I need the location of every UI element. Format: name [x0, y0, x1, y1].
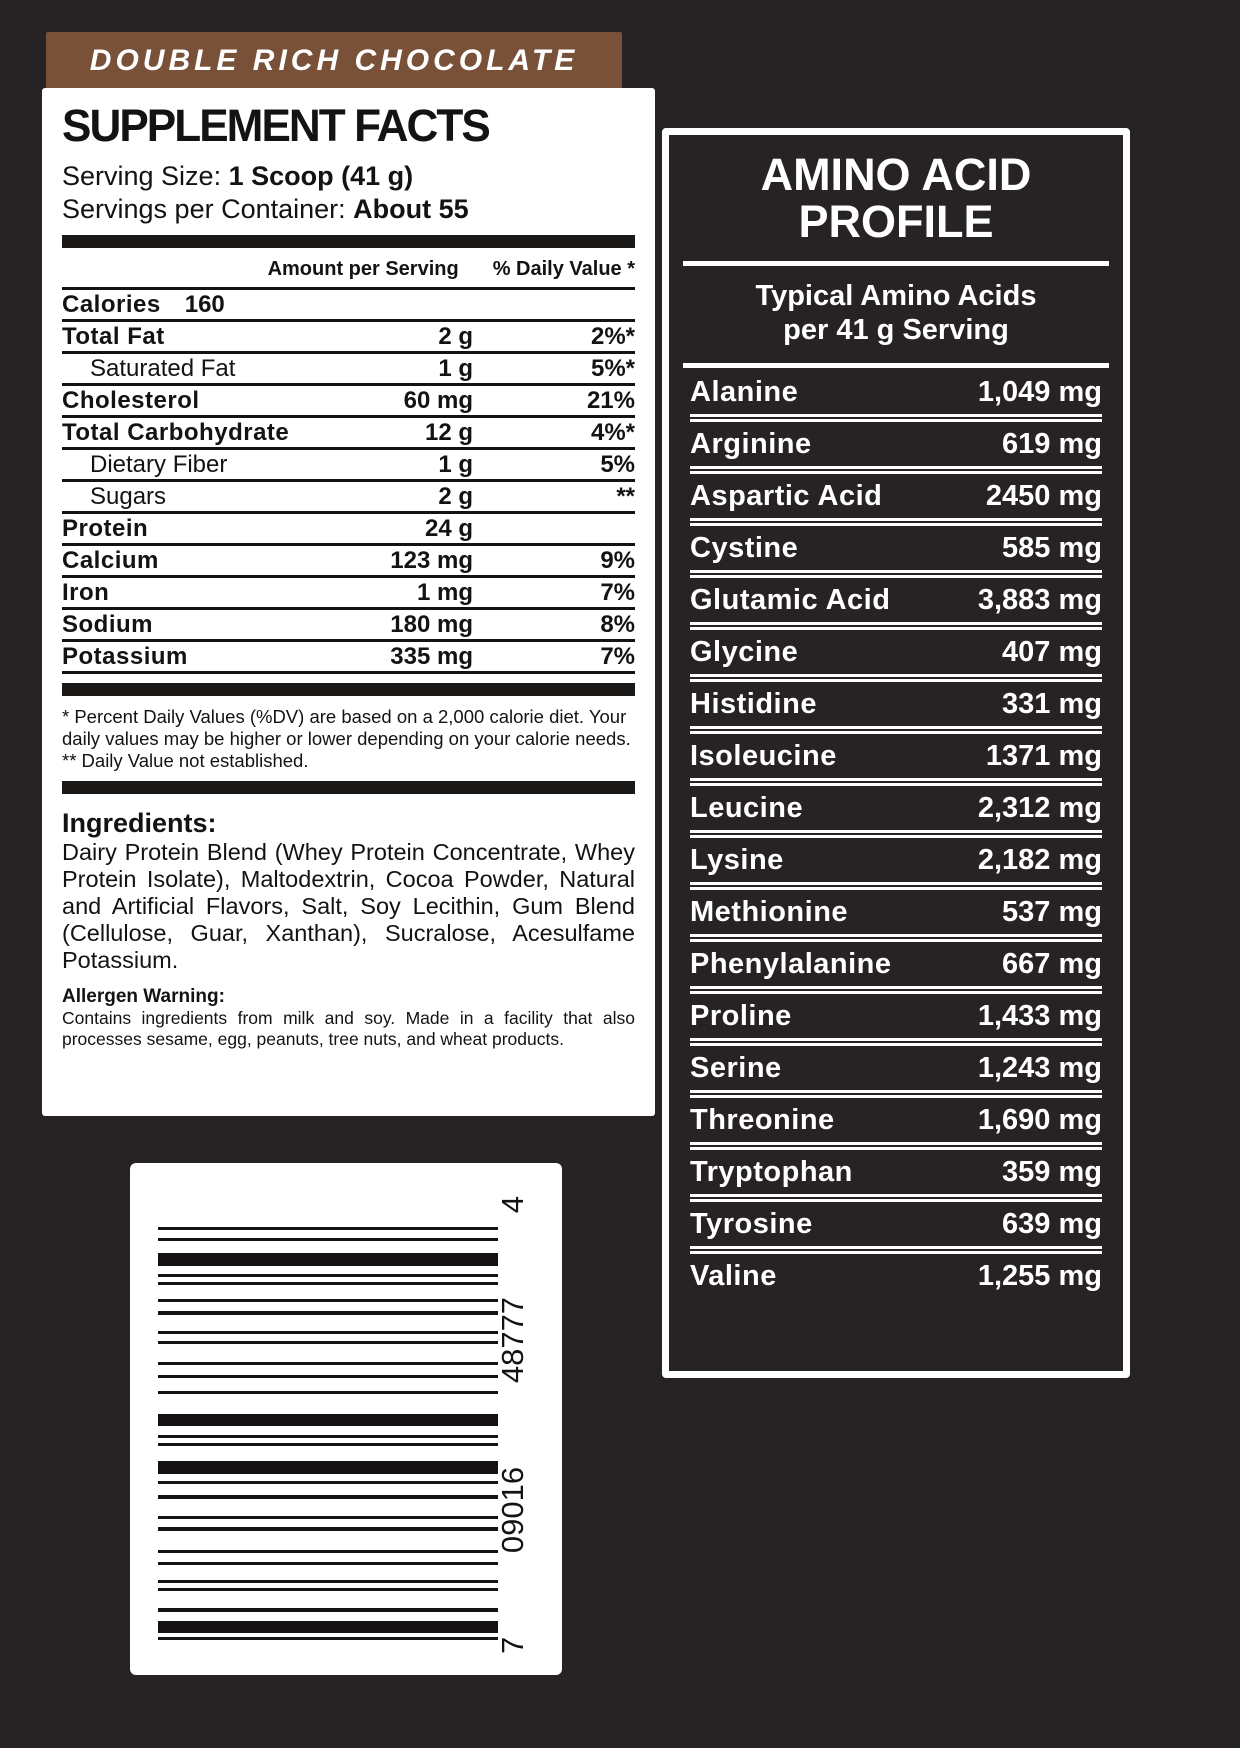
amino-value: 2,312 mg	[977, 791, 1102, 824]
barcode-bar	[158, 1362, 498, 1365]
amino-value: 2,182 mg	[977, 843, 1102, 876]
amino-name: Glycine	[690, 635, 799, 668]
ingredients-title: Ingredients:	[62, 808, 217, 838]
barcode-bar	[158, 1516, 498, 1519]
servings-per-container-line	[62, 193, 635, 226]
barcode-bar	[158, 1621, 498, 1633]
nutrient-amount: 60 mg	[403, 386, 473, 414]
divider-bar-middle	[62, 683, 635, 696]
barcode-bar	[158, 1375, 498, 1378]
nutrient-label: Dietary Fiber	[90, 450, 228, 478]
barcode-bar	[158, 1341, 498, 1344]
nutrition-row	[62, 322, 635, 354]
barcode-bar	[158, 1238, 498, 1241]
amino-value: 537 mg	[1002, 895, 1102, 928]
nutrient-label: Sugars	[90, 482, 167, 510]
nutrient-label: Saturated Fat	[90, 354, 236, 382]
nutrient-amount: 123 mg	[390, 546, 473, 574]
barcode-bar	[158, 1435, 498, 1438]
amino-rows	[690, 370, 1102, 1298]
amino-name: Cystine	[690, 531, 799, 564]
amino-name: Serine	[690, 1051, 782, 1084]
upc-barcode	[130, 1163, 562, 1675]
nutrition-row	[62, 354, 635, 386]
barcode-digit-group: 4	[495, 1196, 530, 1214]
nutrition-row	[62, 418, 635, 450]
amino-row	[690, 526, 1102, 578]
column-amount-per-serving: Amount per Serving	[267, 258, 459, 280]
barcode-digit-group: 48777	[495, 1296, 530, 1384]
amino-row	[690, 630, 1102, 682]
column-daily-value: % Daily Value *	[492, 258, 635, 280]
nutrient-dv: 9%	[600, 546, 635, 574]
amino-value: 667 mg	[1002, 947, 1102, 980]
nutrition-row	[62, 482, 635, 514]
servings-label: Servings per Container:	[62, 194, 354, 224]
amino-name: Isoleucine	[690, 739, 837, 772]
amino-value: 1371 mg	[985, 739, 1102, 772]
amino-name: Tryptophan	[690, 1155, 853, 1188]
nutrient-amount: 2 g	[438, 322, 473, 350]
barcode-bar	[158, 1414, 498, 1426]
nutrition-row	[62, 610, 635, 642]
amino-name: Alanine	[690, 375, 799, 408]
barcode-digit-group: 09016	[495, 1466, 530, 1554]
amino-row	[690, 786, 1102, 838]
barcode-bar	[158, 1562, 498, 1565]
nutrient-dv: 7%	[600, 642, 635, 670]
ingredients-text: Dairy Protein Blend (Whey Protein Concentrate, Whey Protein Isolate), Maltodextrin, Cocoa Powder, Natural and Artificial Flavors, Salt, Soy Lecithin, Gum Blend (Cellulose, Guar, Xanthan), Sucralose, Acesulfame Potassium.	[62, 839, 635, 973]
calories-label: Calories	[62, 290, 161, 318]
amino-name: Leucine	[690, 791, 804, 824]
allergen-warning-text: Contains ingredients from milk and soy. Made in a facility that also processes sesame, egg, peanuts, tree nuts, and wheat products.	[62, 1008, 635, 1049]
amino-value: 1,243 mg	[977, 1051, 1102, 1084]
nutrient-label: Potassium	[62, 642, 188, 670]
nutrient-amount: 1 g	[438, 354, 473, 382]
supplement-facts-panel	[42, 88, 655, 1116]
calories-value: 160	[184, 290, 225, 318]
nutrient-dv: 21%	[586, 386, 635, 414]
nutrient-dv: 8%	[600, 610, 635, 638]
amino-title-line2: PROFILE	[798, 196, 994, 247]
barcode-bar	[158, 1608, 498, 1612]
barcode-bar	[158, 1527, 498, 1531]
amino-profile-title	[669, 151, 1123, 245]
nutrient-label: Total Carbohydrate	[62, 418, 290, 446]
flavor-banner-label: DOUBLE RICH CHOCOLATE	[89, 44, 579, 77]
serving-size-line	[62, 160, 635, 193]
nutrition-header	[62, 248, 635, 290]
amino-value: 619 mg	[1002, 427, 1102, 460]
amino-value: 585 mg	[1002, 531, 1102, 564]
barcode-bar	[158, 1580, 498, 1583]
amino-row	[690, 474, 1102, 526]
amino-row	[690, 734, 1102, 786]
barcode-bar	[158, 1637, 498, 1640]
amino-name: Arginine	[690, 427, 812, 460]
nutrient-dv: **	[616, 482, 635, 510]
barcode-digits	[491, 1190, 535, 1660]
amino-subtitle-line2: per 41 g Serving	[783, 314, 1009, 346]
amino-name: Tyrosine	[690, 1207, 813, 1240]
amino-row	[690, 942, 1102, 994]
barcode-bar	[158, 1311, 498, 1315]
amino-row	[690, 994, 1102, 1046]
serving-size-label: Serving Size:	[62, 161, 229, 191]
barcode-bar	[158, 1331, 498, 1334]
amino-divider-top	[683, 261, 1109, 266]
amino-value: 407 mg	[1002, 635, 1102, 668]
amino-row	[690, 422, 1102, 474]
amino-value: 331 mg	[1002, 687, 1102, 720]
amino-name: Methionine	[690, 895, 849, 928]
amino-name: Lysine	[690, 843, 784, 876]
nutrient-amount: 335 mg	[390, 642, 473, 670]
amino-value: 639 mg	[1002, 1207, 1102, 1240]
amino-row	[690, 1202, 1102, 1254]
nutrient-label: Iron	[62, 578, 110, 606]
supplement-facts-title: SUPPLEMENT FACTS	[62, 100, 489, 151]
nutrient-amount: 1 mg	[416, 578, 473, 606]
barcode-bar	[158, 1461, 498, 1474]
calories-row	[62, 290, 635, 322]
amino-row	[690, 578, 1102, 630]
nutrient-label: Protein	[62, 514, 149, 542]
barcode-bars	[158, 1227, 498, 1641]
nutrition-row	[62, 642, 635, 674]
serving-info	[62, 160, 635, 226]
nutrient-label: Cholesterol	[62, 386, 200, 414]
amino-profile-subtitle	[669, 279, 1123, 347]
amino-row	[690, 370, 1102, 422]
divider-bar-top	[62, 235, 635, 248]
amino-value: 1,690 mg	[977, 1103, 1102, 1136]
amino-name: Aspartic Acid	[690, 479, 883, 512]
amino-subtitle-line1: Typical Amino Acids	[755, 280, 1037, 312]
amino-divider-bottom	[683, 363, 1109, 368]
servings-value: About 55	[353, 194, 469, 224]
nutrient-amount: 12 g	[424, 418, 473, 446]
nutrient-dv: 4%*	[590, 418, 635, 446]
nutrient-dv: 2%*	[590, 322, 635, 350]
amino-row	[690, 1150, 1102, 1202]
nutrition-rows	[62, 322, 635, 674]
amino-row	[690, 682, 1102, 734]
barcode-bar	[158, 1588, 498, 1591]
amino-row	[690, 1046, 1102, 1098]
nutrient-amount: 24 g	[424, 514, 473, 542]
nutrient-label: Sodium	[62, 610, 153, 638]
amino-name: Glutamic Acid	[690, 583, 891, 616]
barcode-bar	[158, 1495, 498, 1499]
nutrition-row	[62, 450, 635, 482]
barcode-bar	[158, 1443, 498, 1446]
amino-acid-profile-panel	[662, 128, 1130, 1378]
nutrition-row	[62, 386, 635, 418]
amino-row	[690, 838, 1102, 890]
barcode-bar	[158, 1274, 498, 1277]
amino-name: Histidine	[690, 687, 817, 720]
amino-row	[690, 890, 1102, 942]
amino-value: 1,049 mg	[977, 375, 1102, 408]
amino-value: 3,883 mg	[977, 583, 1102, 616]
amino-name: Phenylalanine	[690, 947, 892, 980]
serving-size-value: 1 Scoop (41 g)	[228, 161, 414, 191]
nutrient-amount: 2 g	[438, 482, 473, 510]
amino-name: Proline	[690, 999, 792, 1032]
barcode-digit-group: 7	[495, 1636, 530, 1654]
nutrient-label: Calcium	[62, 546, 159, 574]
amino-row	[690, 1254, 1102, 1298]
barcode-bar	[158, 1253, 498, 1266]
nutrient-amount: 1 g	[438, 450, 473, 478]
amino-value: 1,433 mg	[977, 999, 1102, 1032]
divider-bar-bottom	[62, 781, 635, 794]
allergen-warning-title: Allergen Warning:	[62, 986, 225, 1007]
amino-title-line1: AMINO ACID	[760, 149, 1032, 200]
barcode-bar	[158, 1227, 498, 1230]
nutrition-row	[62, 514, 635, 546]
footnote-percent-dv: * Percent Daily Values (%DV) are based on a 2,000 calorie diet. Your daily values may be higher or lower depending on your calorie needs.	[62, 706, 631, 749]
amino-name: Threonine	[690, 1103, 835, 1136]
barcode-bar	[158, 1282, 498, 1285]
barcode-bar	[158, 1391, 498, 1394]
nutrient-amount: 180 mg	[390, 610, 473, 638]
footnote-not-established: ** Daily Value not established.	[62, 750, 309, 771]
nutrient-dv: 5%*	[590, 354, 635, 382]
daily-value-footnote	[62, 706, 635, 772]
amino-name: Valine	[690, 1259, 777, 1292]
amino-value: 359 mg	[1002, 1155, 1102, 1188]
nutrient-dv: 7%	[600, 578, 635, 606]
barcode-bar	[158, 1550, 498, 1553]
barcode-bar	[158, 1481, 498, 1484]
amino-row	[690, 1098, 1102, 1150]
nutrient-label: Total Fat	[62, 322, 165, 350]
nutrition-row	[62, 578, 635, 610]
amino-value: 1,255 mg	[977, 1259, 1102, 1292]
nutrition-row	[62, 546, 635, 578]
barcode-bar	[158, 1299, 498, 1302]
flavor-banner	[46, 32, 622, 90]
nutrient-dv: 5%	[600, 450, 635, 478]
amino-value: 2450 mg	[985, 479, 1102, 512]
